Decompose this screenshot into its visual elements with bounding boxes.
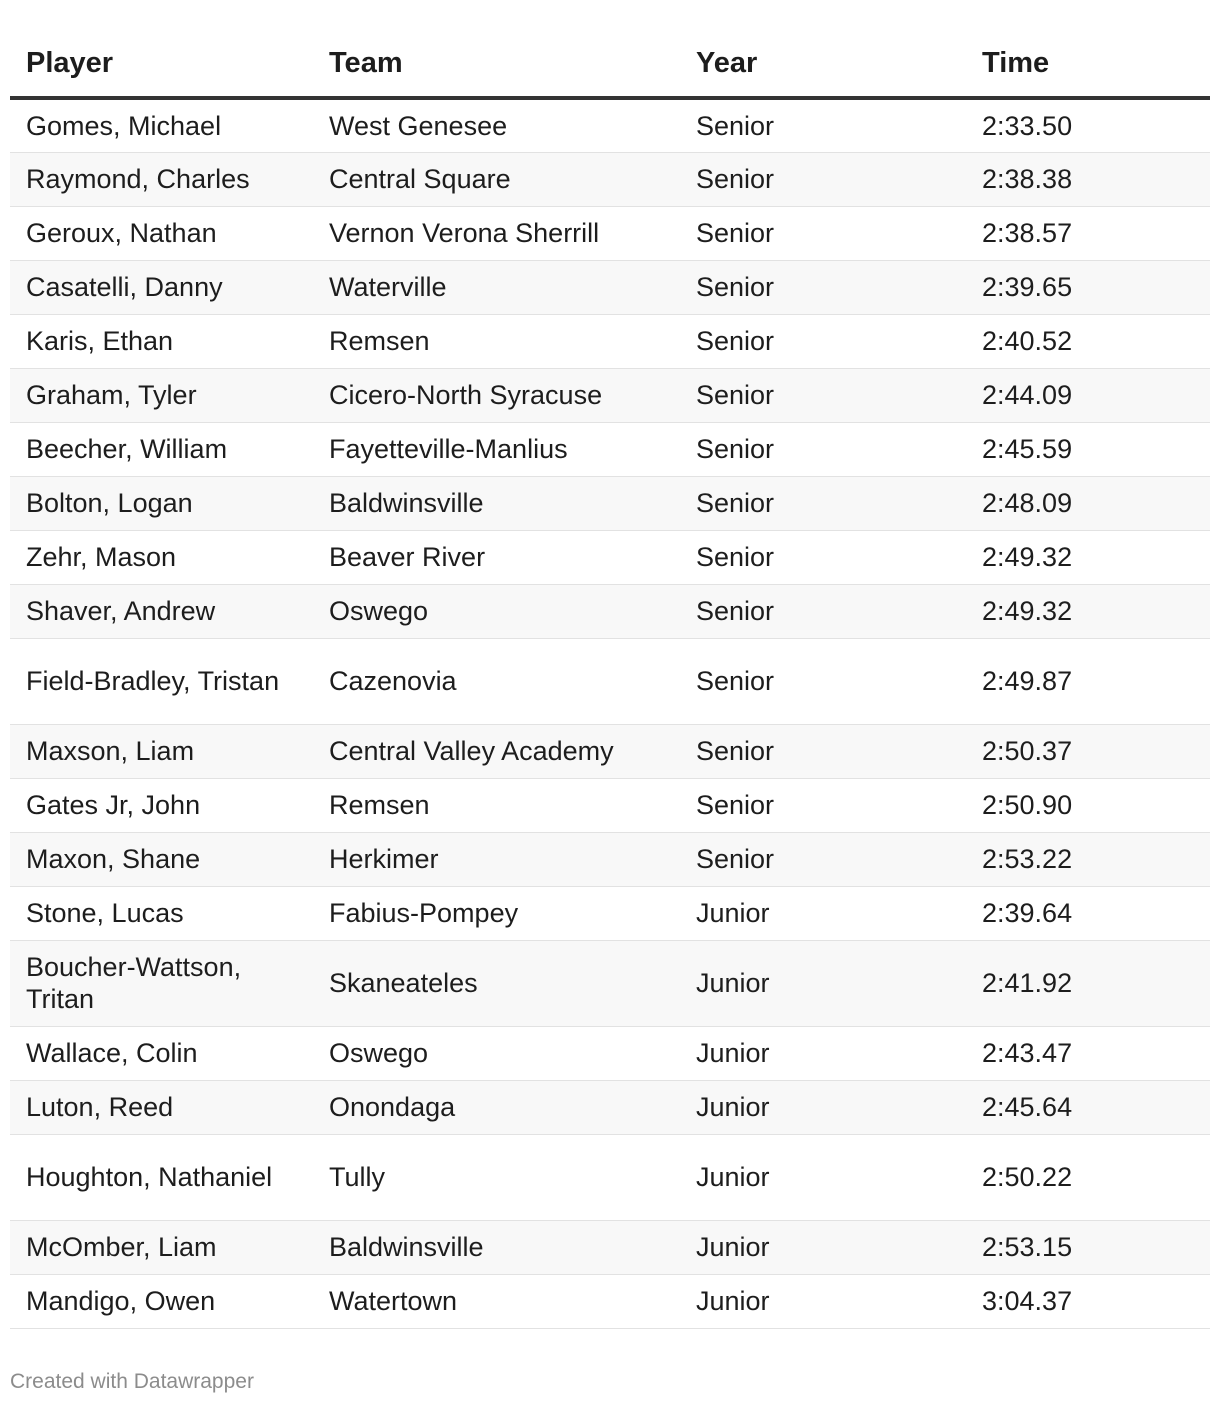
cell-year: Senior — [680, 584, 966, 638]
table-row — [10, 1220, 1210, 1274]
cell-year: Junior — [680, 940, 966, 1026]
cell-year: Junior — [680, 1080, 966, 1134]
cell-year: Senior — [680, 368, 966, 422]
cell-player: Zehr, Mason — [10, 530, 313, 584]
cell-year: Senior — [680, 638, 966, 724]
cell-team: Baldwinsville — [313, 476, 680, 530]
table-row — [10, 1134, 1210, 1220]
table-row — [10, 832, 1210, 886]
results-table — [10, 38, 1210, 1329]
cell-player: Bolton, Logan — [10, 476, 313, 530]
cell-time: 2:44.09 — [966, 368, 1210, 422]
cell-year: Junior — [680, 1274, 966, 1328]
table-row — [10, 1274, 1210, 1328]
datawrapper-credit: Created with Datawrapper — [10, 1370, 254, 1393]
cell-team: Fabius-Pompey — [313, 886, 680, 940]
cell-time: 2:39.64 — [966, 886, 1210, 940]
cell-year: Senior — [680, 832, 966, 886]
cell-player: Geroux, Nathan — [10, 206, 313, 260]
cell-team: Tully — [313, 1134, 680, 1220]
cell-time: 2:49.32 — [966, 530, 1210, 584]
cell-time: 2:40.52 — [966, 314, 1210, 368]
cell-year: Senior — [680, 152, 966, 206]
cell-team: Beaver River — [313, 530, 680, 584]
cell-time: 2:39.65 — [966, 260, 1210, 314]
cell-player: McOmber, Liam — [10, 1220, 313, 1274]
table-row — [10, 314, 1210, 368]
table-row — [10, 476, 1210, 530]
cell-time: 2:48.09 — [966, 476, 1210, 530]
cell-player: Luton, Reed — [10, 1080, 313, 1134]
table-row — [10, 886, 1210, 940]
cell-time: 2:50.22 — [966, 1134, 1210, 1220]
table-row — [10, 368, 1210, 422]
cell-team: Vernon Verona Sherrill — [313, 206, 680, 260]
cell-time: 3:04.37 — [966, 1274, 1210, 1328]
table-row — [10, 584, 1210, 638]
table-row — [10, 422, 1210, 476]
cell-year: Senior — [680, 530, 966, 584]
cell-player: Maxson, Liam — [10, 724, 313, 778]
cell-team: Central Valley Academy — [313, 724, 680, 778]
cell-year: Junior — [680, 886, 966, 940]
column-header-team[interactable]: Team — [313, 38, 680, 98]
cell-player: Boucher-Wattson, Tritan — [10, 940, 313, 1026]
cell-year: Senior — [680, 206, 966, 260]
cell-player: Gates Jr, John — [10, 778, 313, 832]
cell-player: Field-Bradley, Tristan — [10, 638, 313, 724]
cell-time: 2:43.47 — [966, 1026, 1210, 1080]
cell-team: Oswego — [313, 584, 680, 638]
cell-team: Cicero-North Syracuse — [313, 368, 680, 422]
table-row — [10, 778, 1210, 832]
cell-player: Karis, Ethan — [10, 314, 313, 368]
cell-player: Beecher, William — [10, 422, 313, 476]
table-row — [10, 940, 1210, 1026]
cell-player: Wallace, Colin — [10, 1026, 313, 1080]
cell-player: Gomes, Michael — [10, 98, 313, 152]
cell-team: Onondaga — [313, 1080, 680, 1134]
cell-year: Senior — [680, 724, 966, 778]
cell-time: 2:53.15 — [966, 1220, 1210, 1274]
cell-year: Junior — [680, 1134, 966, 1220]
cell-time: 2:38.38 — [966, 152, 1210, 206]
table-row — [10, 206, 1210, 260]
cell-player: Maxon, Shane — [10, 832, 313, 886]
cell-year: Senior — [680, 260, 966, 314]
cell-time: 2:50.90 — [966, 778, 1210, 832]
table-body — [10, 98, 1210, 1328]
cell-team: Remsen — [313, 314, 680, 368]
cell-year: Senior — [680, 314, 966, 368]
cell-player: Casatelli, Danny — [10, 260, 313, 314]
cell-team: Remsen — [313, 778, 680, 832]
cell-team: West Genesee — [313, 98, 680, 152]
cell-team: Baldwinsville — [313, 1220, 680, 1274]
cell-team: Central Square — [313, 152, 680, 206]
column-header-player[interactable]: Player — [10, 38, 313, 98]
cell-time: 2:53.22 — [966, 832, 1210, 886]
cell-player: Raymond, Charles — [10, 152, 313, 206]
results-table-container — [10, 38, 1210, 1329]
cell-year: Junior — [680, 1220, 966, 1274]
table-row — [10, 1080, 1210, 1134]
cell-time: 2:41.92 — [966, 940, 1210, 1026]
table-row — [10, 638, 1210, 724]
cell-player: Graham, Tyler — [10, 368, 313, 422]
cell-team: Waterville — [313, 260, 680, 314]
cell-player: Stone, Lucas — [10, 886, 313, 940]
cell-time: 2:38.57 — [966, 206, 1210, 260]
cell-player: Shaver, Andrew — [10, 584, 313, 638]
table-header — [10, 38, 1210, 98]
table-row — [10, 152, 1210, 206]
column-header-time[interactable]: Time — [966, 38, 1210, 98]
cell-player: Houghton, Nathaniel — [10, 1134, 313, 1220]
cell-time: 2:50.37 — [966, 724, 1210, 778]
cell-time: 2:49.32 — [966, 584, 1210, 638]
cell-time: 2:49.87 — [966, 638, 1210, 724]
cell-team: Herkimer — [313, 832, 680, 886]
cell-time: 2:45.59 — [966, 422, 1210, 476]
cell-time: 2:33.50 — [966, 98, 1210, 152]
cell-time: 2:45.64 — [966, 1080, 1210, 1134]
cell-team: Fayetteville-Manlius — [313, 422, 680, 476]
table-row — [10, 1026, 1210, 1080]
table-row — [10, 260, 1210, 314]
cell-team: Watertown — [313, 1274, 680, 1328]
column-header-year[interactable]: Year — [680, 38, 966, 98]
cell-year: Senior — [680, 98, 966, 152]
cell-year: Senior — [680, 778, 966, 832]
cell-year: Senior — [680, 422, 966, 476]
cell-team: Skaneateles — [313, 940, 680, 1026]
table-row — [10, 724, 1210, 778]
cell-team: Cazenovia — [313, 638, 680, 724]
header-row — [10, 38, 1210, 98]
cell-year: Junior — [680, 1026, 966, 1080]
cell-team: Oswego — [313, 1026, 680, 1080]
table-row — [10, 530, 1210, 584]
cell-year: Senior — [680, 476, 966, 530]
cell-player: Mandigo, Owen — [10, 1274, 313, 1328]
table-row — [10, 98, 1210, 152]
